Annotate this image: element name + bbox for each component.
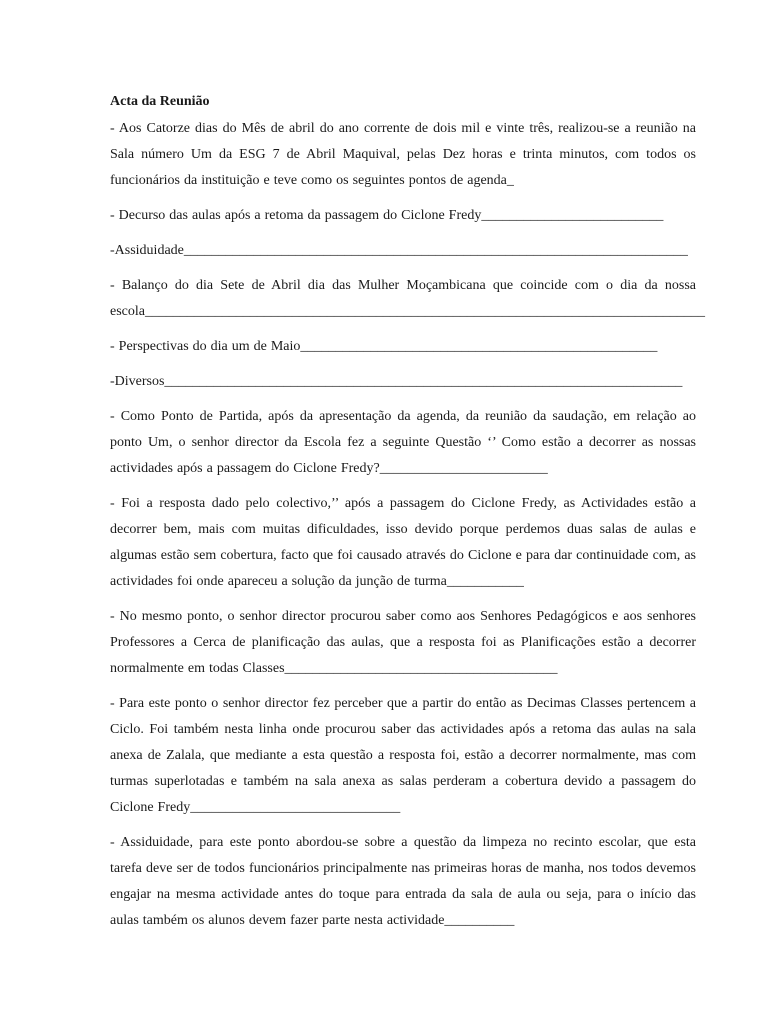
paragraph-attendance-cleaning: - Assiduidade, para este ponto abordou-se sobre a questão da limpeza no recinto escolar, que esta tarefa deve ser de todos funcionários principalmente nas primeiras horas de manha, nos todos devemos engajar na mesma actividade antes do toque para entrada da sala de aula ou seja, para o início das aulas também os alunos devem fazer parte nesta actividade__________ [110,835,696,928]
agenda-item-womens-day: - Balanço do dia Sete de Abril dia das Mulher Moçambicana que coincide com o dia da nossa escola________________________________________________________________________________ [110,278,705,319]
paragraph-opening: - Aos Catorze dias do Mês de abril do ano corrente de dois mil e vinte três, realizou-se a reunião na Sala número Um da ESG 7 de Abril Maquival, pelas Dez horas e trinta minutos, com todos os funcionários da instituição e teve como os seguintes pontos de agenda_ [110,121,696,188]
paragraph-collective-answer: - Foi a resposta dado pelo colectivo,’’ após a passagem do Ciclone Fredy, as Actividades estão a decorrer bem, mais com muitas dificuldades, isso devido porque perdemos duas salas de aulas e algumas estão sem cobertura, facto que foi causado através do Ciclone e para dar continuidade com, as actividades foi onde apareceu a solução da junção de turma___________ [110,496,696,589]
agenda-item-misc: -Diversos__________________________________________________________________________ [110,374,683,389]
document-page [110,92,705,943]
agenda-item-classes: - Decurso das aulas após a retoma da passagem do Ciclone Fredy__________________________ [110,208,664,223]
agenda-item-may-day: - Perspectivas do dia um de Maio___________________________________________________ [110,339,658,354]
paragraph-tenth-grade: - Para este ponto o senhor director fez perceber que a partir do então as Decimas Classes pertencem a Ciclo. Foi também nesta linha onde procurou saber das actividades após a retoma das aulas na sala anexa de Zalala, que mediante a esta questão a resposta foi, estão a decorrer normalmente, mas com turmas superlotadas e também na sala anexa as salas perderam a cobertura devido a passagem do Ciclone Fredy______________________________ [110,696,696,815]
paragraph-planning: - No mesmo ponto, o senhor director procurou saber como aos Senhores Pedagógicos e aos senhores Professores a Cerca de planificação das aulas, que a resposta foi as Planificações estão a decorrer normalmente em todas Classes_______________________________________ [110,609,696,676]
document-title: Acta da Reunião [110,94,210,109]
paragraph-starting-point: - Como Ponto de Partida, após da apresentação da agenda, da reunião da saudação, em relação ao ponto Um, o senhor director da Escola fez a seguinte Questão ‘’ Como estão a decorrer as nossas actividades após a passagem do Ciclone Fredy?________________________ [110,409,696,476]
agenda-item-attendance: -Assiduidade________________________________________________________________________ [110,243,688,258]
